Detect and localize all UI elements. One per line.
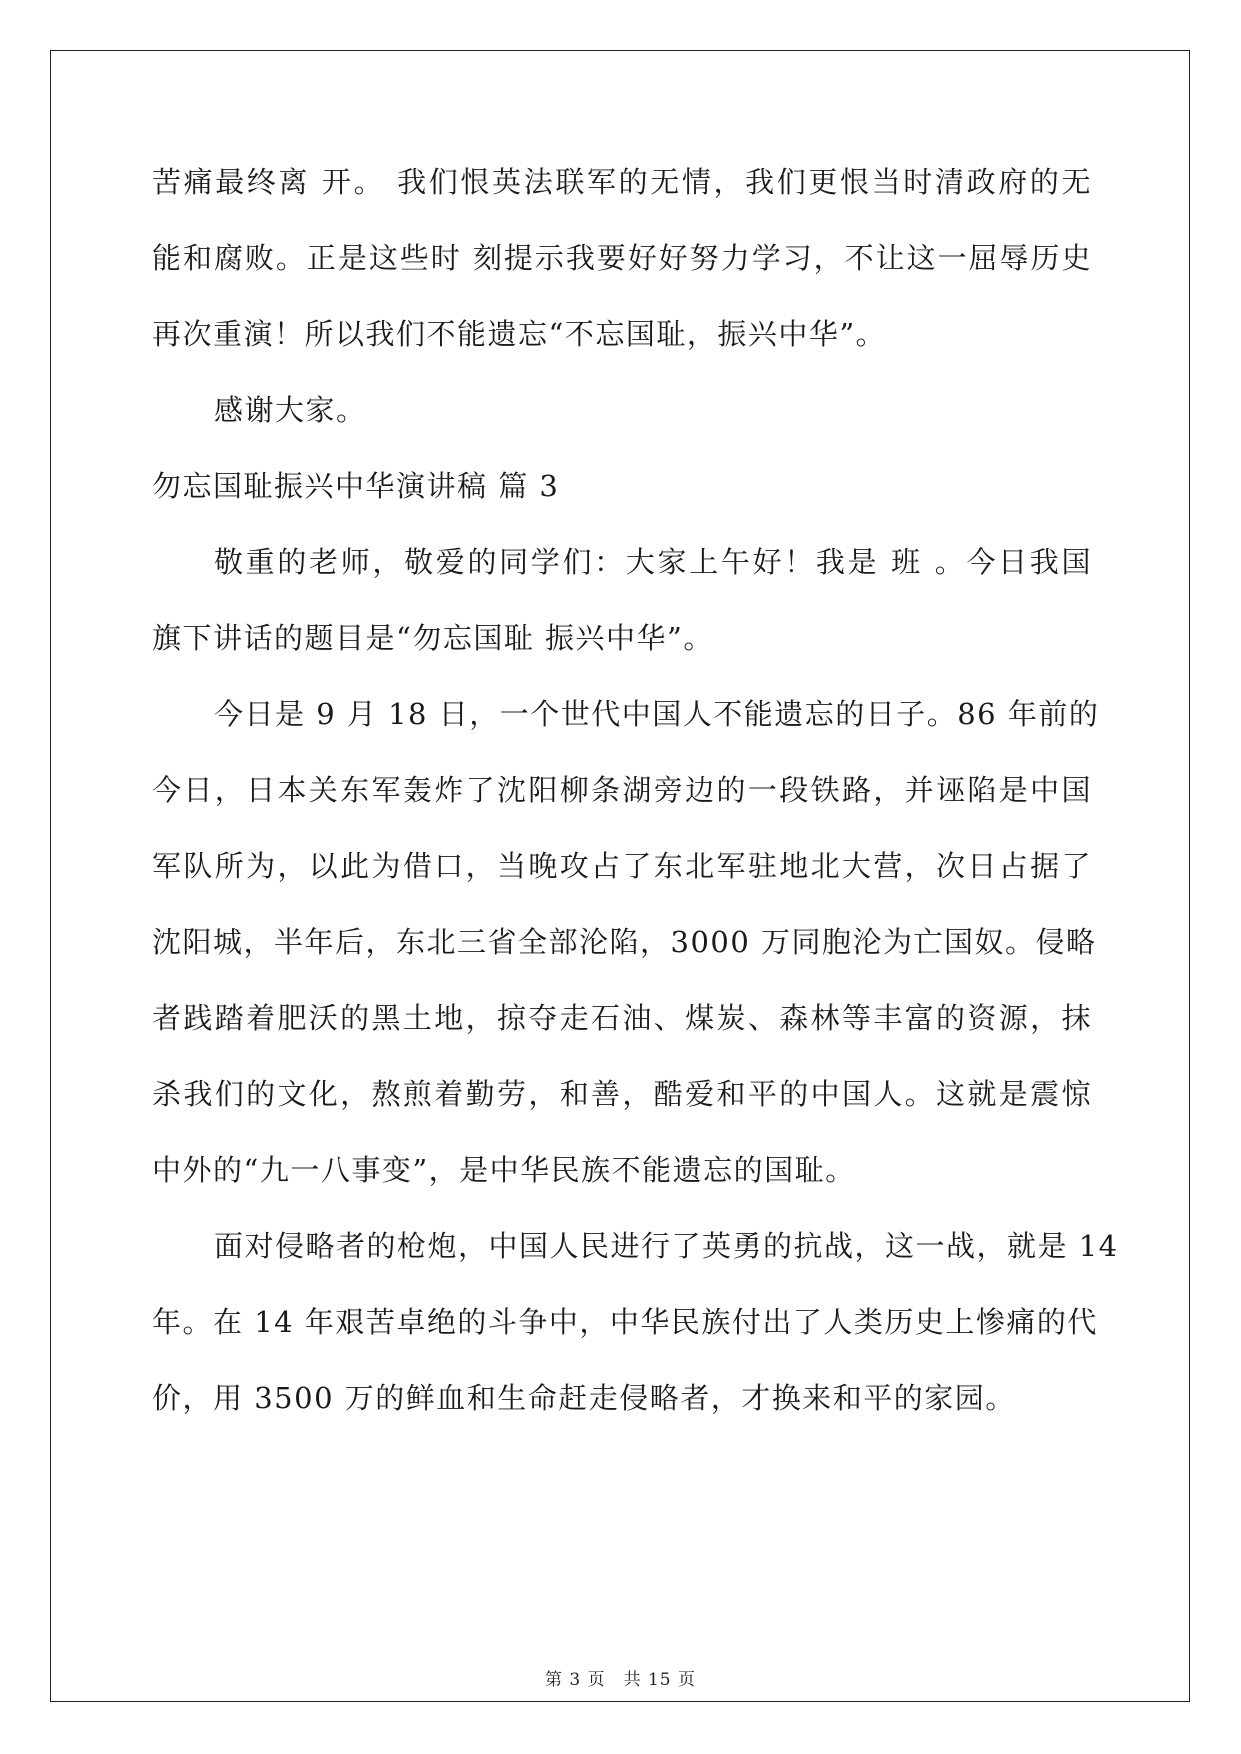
text-line: 再次重演！所以我们不能遗忘“不忘国耻，振兴中华”。 bbox=[152, 317, 887, 351]
text-line: 旗下讲话的题目是“勿忘国耻 振兴中华”。 bbox=[152, 621, 714, 655]
text-line: 敬重的老师，敬爱的同学们：大家上午好！我是 班 。今日我国 bbox=[214, 545, 1092, 579]
section-heading: 勿忘国耻振兴中华演讲稿 篇 3 bbox=[152, 469, 560, 503]
text-line: 今日，日本关东军轰炸了沈阳柳条湖旁边的一段铁路，并诬陷是中国 bbox=[152, 773, 1092, 807]
text-line: 中外的“九一八事变”，是中华民族不能遗忘的国耻。 bbox=[152, 1153, 856, 1187]
text-line: 苦痛最终离 开。 我们恨英法联军的无情，我们更恨当时清政府的无 bbox=[152, 165, 1092, 199]
text-line: 军队所为，以此为借口，当晚攻占了东北军驻地北大营，次日占据了 bbox=[152, 849, 1092, 883]
text-line: 年。在 14 年艰苦卓绝的斗争中，中华民族付出了人类历史上惨痛的代 bbox=[152, 1305, 1098, 1339]
text-line: 能和腐败。正是这些时 刻提示我要好好努力学习，不让这一屈辱历史 bbox=[152, 241, 1092, 275]
text-line: 今日是 9 月 18 日，一个世代中国人不能遗忘的日子。86 年前的 bbox=[214, 697, 1100, 731]
page-number: 第 3 页 共 15 页 bbox=[544, 1670, 697, 1690]
text-line: 杀我们的文化，熬煎着勤劳，和善，酷爱和平的中国人。这就是震惊 bbox=[152, 1077, 1092, 1111]
text-line: 沈阳城，半年后，东北三省全部沦陷，3000 万同胞沦为亡国奴。侵略 bbox=[152, 925, 1097, 959]
text-line: 面对侵略者的枪炮，中国人民进行了英勇的抗战，这一战，就是 14 bbox=[214, 1229, 1119, 1263]
document-body bbox=[152, 164, 1119, 1416]
text-line: 者践踏着肥沃的黑土地，掠夺走石油、煤炭、森林等丰富的资源，抹 bbox=[152, 1001, 1092, 1035]
text-line: 价，用 3500 万的鲜血和生命赶走侵略者，才换来和平的家园。 bbox=[152, 1381, 1016, 1415]
closing-line: 感谢大家。 bbox=[214, 393, 367, 427]
